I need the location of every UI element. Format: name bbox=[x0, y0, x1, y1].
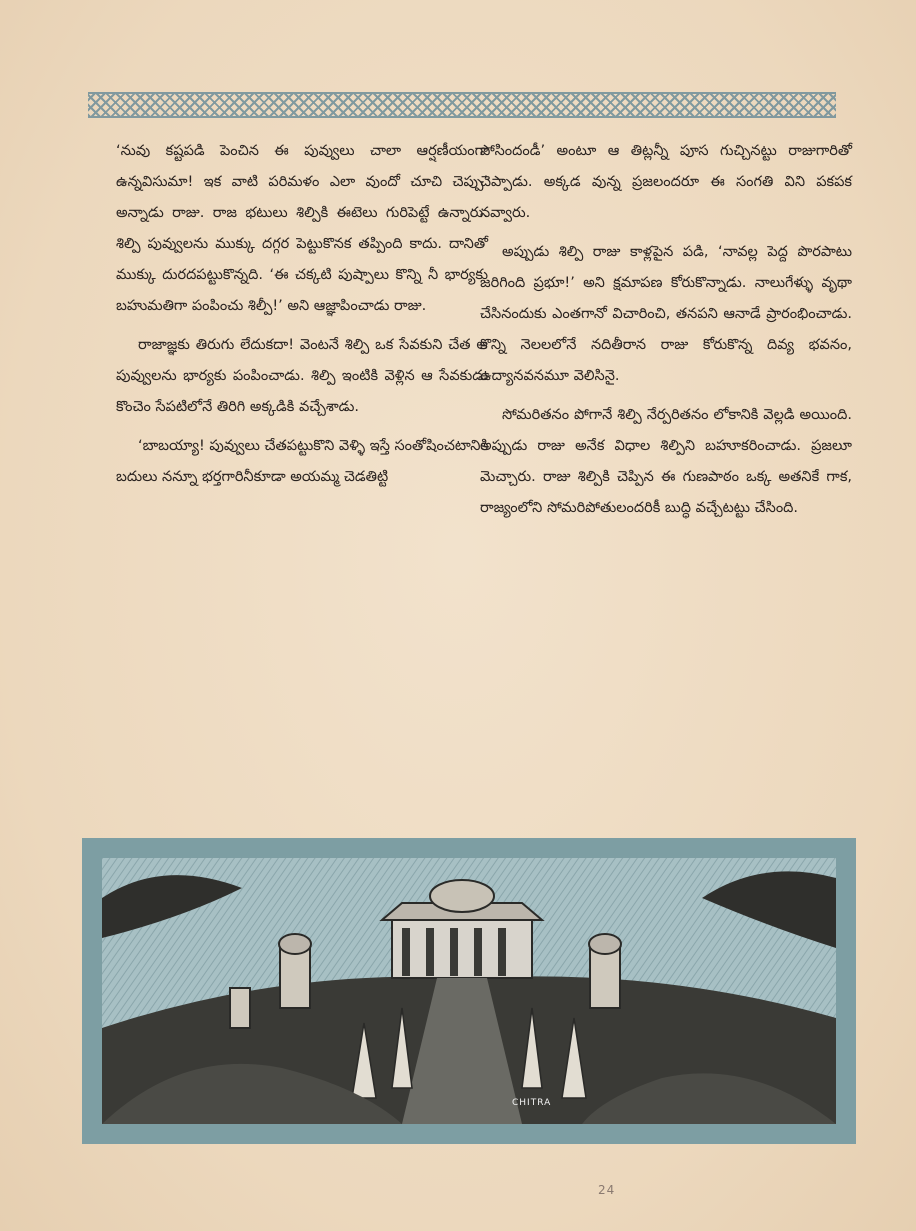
decorative-border bbox=[88, 92, 836, 118]
paragraph: ‘నువు కష్టపడి పెంచిన ఈ పువ్వులు చాలా ఆర్షణీయంగా ఉన్నవిసుమా! ఇక వాటి పరిమళం ఎలా వుందో చూచి చెప్పు’ అన్నాడు రాజు. రాజ భటులు శిల్పికి ఈటెలు గురిపెట్టే ఉన్నారు. శిల్పి పువ్వులను ముక్కు దగ్గర పెట్టుకొనక తప్పింది కాదు. దానితో ముక్కు దురదపట్టుకొన్నది. ‘ఈ చక్కటి పుష్పాలు కొన్ని నీ భార్యకు బహుమతిగా పంపించు శిల్పీ!’ అని ఆజ్ఞాపించాడు రాజు. bbox=[116, 143, 488, 314]
paragraph: ‘బాబయ్యా! పువ్వులు చేతపట్టుకొని వెళ్ళి ఇస్తే సంతోషించటానికి బదులు నన్నూ భర్తగారినీకూడా అయమ్మ చెడతిట్టి bbox=[116, 438, 489, 485]
paragraph: పోసిందండీ’ అంటూ ఆ తిట్లన్నీ పూస గుచ్చినట్టు రాజుగారితో చెప్పాడు. అక్కడ వున్న ప్రజలందరూ ఈ సంగతి విని పకపక నవ్వారు. bbox=[480, 143, 852, 221]
paragraph: సోమరితనం పోగానే శిల్పి నేర్పరితనం లోకానికి వెల్లడి అయింది. అప్పుడు రాజు అనేక విధాల శిల్పిని బహూకరించాడు. ప్రజలూ మెచ్చారు. రాజు శిల్పికి చెప్పిన ఈ గుణపాఠం ఒక్క అతనికే గాక, రాజ్యంలోని సోమరిపోతులందరికీ బుద్ధి వచ్చేటట్టు చేసింది. bbox=[480, 407, 852, 516]
page-number: 24 bbox=[598, 1183, 616, 1197]
palace-illustration bbox=[82, 838, 856, 1144]
right-column bbox=[480, 136, 852, 532]
illustration-scene bbox=[102, 858, 836, 1124]
palace-garden-drawing bbox=[102, 858, 836, 1124]
paragraph: అప్పుడు శిల్పి రాజు కాళ్లపైన పడి, ‘నావల్ల పెద్ద పొరపాటు జరిగింది ప్రభూ!’ అని క్షమాపణ కోరుకొన్నాడు. నాలుగేళ్ళు వృథా చేసినందుకు ఎంతగానో విచారించి, తనపని ఆనాడే ప్రారంభించాడు. కొన్ని నెలలలోనే నదితీరాన రాజు కోరుకొన్న దివ్య భవనం, ఉద్యానవనమూ వెలిసినై. bbox=[480, 244, 852, 384]
paragraph: రాజాజ్ఞకు తిరుగు లేదుకదా! వెంటనే శిల్పి ఒక సేవకుని చేత ఆ పువ్వులను భార్యకు పంపించాడు. శిల్పి ఇంటికి వెళ్లిన ఆ సేవకుడు కొంచెం సేపటిలోనే తిరిగి అక్కడికి వచ్చేశాడు. bbox=[116, 337, 488, 415]
left-column bbox=[116, 136, 488, 501]
illustration-caption: CHITRA bbox=[512, 1098, 552, 1108]
